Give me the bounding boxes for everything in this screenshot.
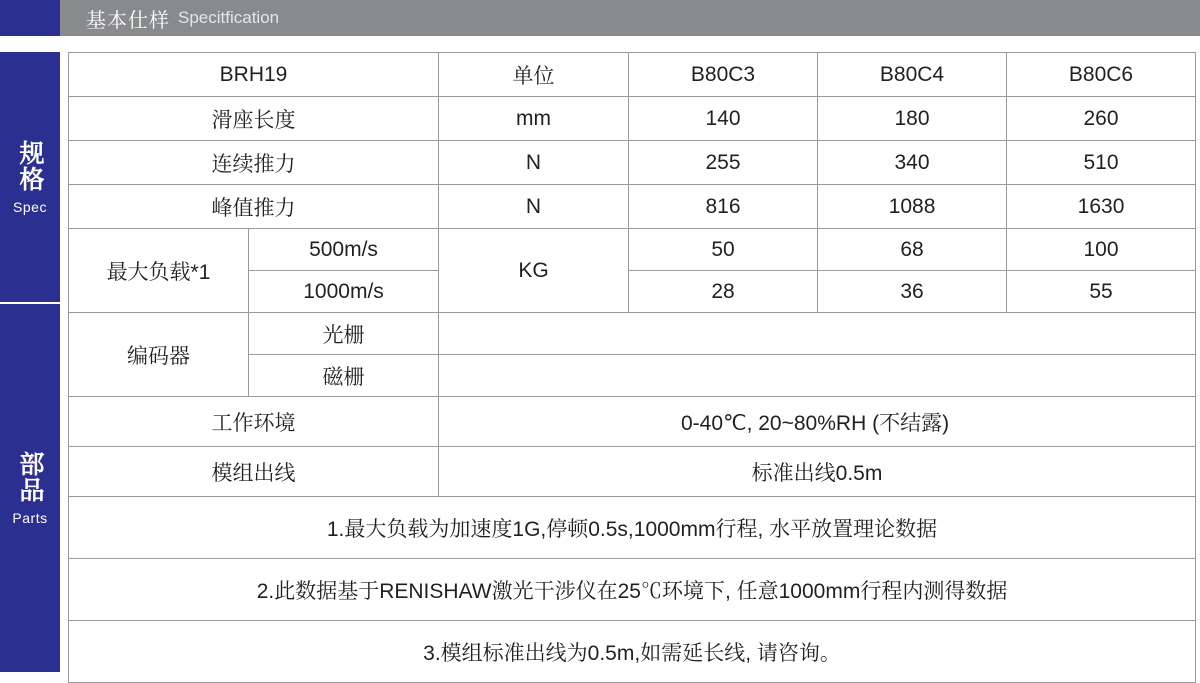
table-row <box>69 621 1196 683</box>
table-row <box>69 185 1196 229</box>
cell-stroke-length-b80c6: 260 <box>1007 97 1196 141</box>
cell-environment-value: 0-40℃, 20~80%RH (不结露) <box>439 397 1196 447</box>
table-row <box>69 559 1196 621</box>
side-label-spec <box>0 52 60 302</box>
column-header-3: B80C6 <box>1007 53 1196 97</box>
side-label-parts <box>0 302 60 672</box>
spec-table-wrapper <box>60 52 1200 672</box>
cell-max-load-500-b80c4: 68 <box>818 229 1007 271</box>
table-row <box>69 229 1196 271</box>
cell-stroke-length-b80c4: 180 <box>818 97 1007 141</box>
column-header-2: B80C4 <box>818 53 1007 97</box>
row-unit-continuous-force: N <box>439 141 629 185</box>
row-unit-peak-force: N <box>439 185 629 229</box>
header-bar <box>0 0 1200 36</box>
table-row <box>69 447 1196 497</box>
side-label-parts-en: Parts <box>12 509 48 526</box>
cell-max-load-1000-b80c4: 36 <box>818 271 1007 313</box>
table-row <box>69 497 1196 559</box>
header-accent-block <box>0 0 60 36</box>
note-3: 3.模组标准出线为0.5m,如需延长线, 请咨询。 <box>69 621 1196 683</box>
side-label-column <box>0 52 60 672</box>
row-unit-max-load: KG <box>439 229 629 313</box>
sub-label-encoder-magnetic: 磁栅 <box>249 355 439 397</box>
note-2: 2.此数据基于RENISHAW激光干涉仪在25℃环境下, 任意1000mm行程内测得数据 <box>69 559 1196 621</box>
cell-stroke-length-b80c3: 140 <box>629 97 818 141</box>
model-name-cell: BRH19 <box>69 53 439 97</box>
cell-cable-value: 标准出线0.5m <box>439 447 1196 497</box>
unit-header-cell: 单位 <box>439 53 629 97</box>
row-label-continuous-force: 连续推力 <box>69 141 439 185</box>
header-title-container <box>60 0 1200 36</box>
row-label-stroke-length: 滑座长度 <box>69 97 439 141</box>
row-label-environment: 工作环境 <box>69 397 439 447</box>
specification-table <box>68 52 1196 683</box>
sub-label-max-load-500: 500m/s <box>249 229 439 271</box>
row-label-encoder: 编码器 <box>69 313 249 397</box>
sub-label-encoder-optical: 光栅 <box>249 313 439 355</box>
note-1: 1.最大负载为加速度1G,停顿0.5s,1000mm行程, 水平放置理论数据 <box>69 497 1196 559</box>
table-header-row <box>69 53 1196 97</box>
side-label-parts-cn: 部品 <box>16 450 44 503</box>
column-header-1: B80C3 <box>629 53 818 97</box>
table-row <box>69 141 1196 185</box>
cell-encoder-magnetic-values <box>439 355 1196 397</box>
cell-continuous-force-b80c3: 255 <box>629 141 818 185</box>
cell-max-load-500-b80c3: 50 <box>629 229 818 271</box>
row-label-max-load: 最大负载*1 <box>69 229 249 313</box>
side-label-spec-en: Spec <box>13 198 47 215</box>
row-label-cable: 模组出线 <box>69 447 439 497</box>
row-unit-stroke-length: mm <box>439 97 629 141</box>
content-area <box>0 52 1200 672</box>
table-row <box>69 97 1196 141</box>
cell-max-load-500-b80c6: 100 <box>1007 229 1196 271</box>
cell-peak-force-b80c6: 1630 <box>1007 185 1196 229</box>
cell-peak-force-b80c3: 816 <box>629 185 818 229</box>
sub-label-max-load-1000: 1000m/s <box>249 271 439 313</box>
table-row <box>69 313 1196 355</box>
cell-max-load-1000-b80c6: 55 <box>1007 271 1196 313</box>
cell-max-load-1000-b80c3: 28 <box>629 271 818 313</box>
cell-continuous-force-b80c4: 340 <box>818 141 1007 185</box>
row-label-peak-force: 峰值推力 <box>69 185 439 229</box>
cell-peak-force-b80c4: 1088 <box>818 185 1007 229</box>
cell-encoder-optical-values <box>439 313 1196 355</box>
cell-continuous-force-b80c6: 510 <box>1007 141 1196 185</box>
table-row <box>69 397 1196 447</box>
header-title-cn: 基本仕样 <box>86 9 170 32</box>
header-title-en: Specitfication <box>178 8 280 27</box>
side-label-spec-cn: 规格 <box>16 139 44 192</box>
